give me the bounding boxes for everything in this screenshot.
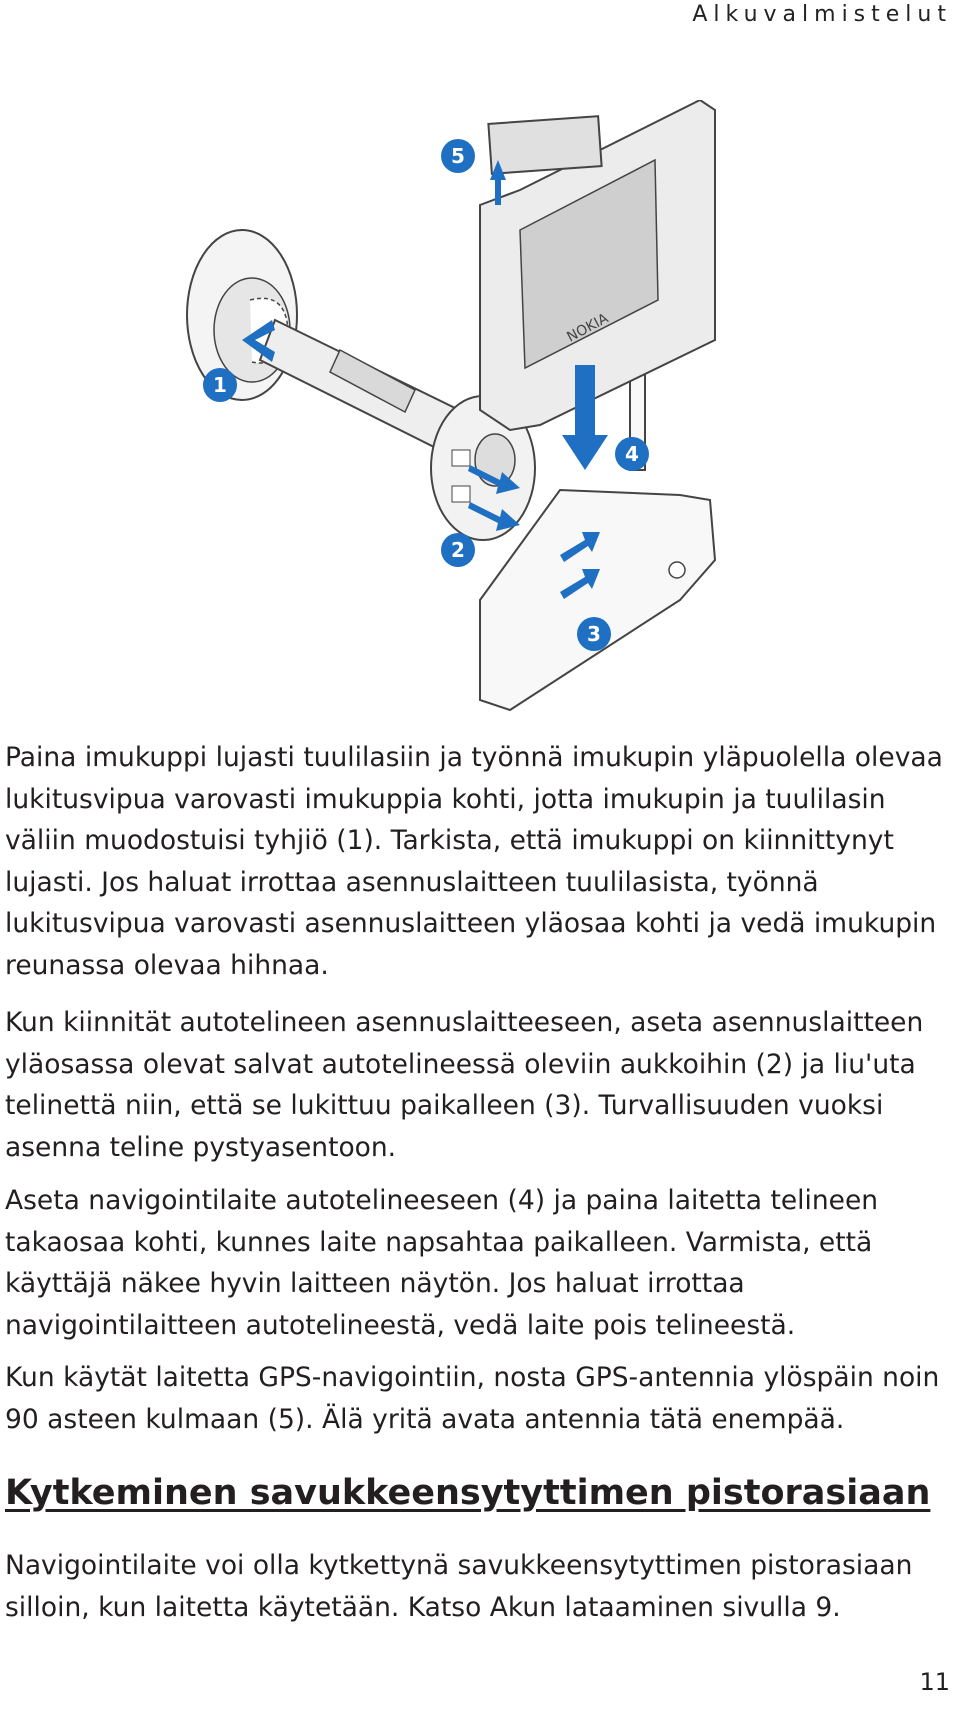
paragraph-gps-antenna: Kun käytät laitetta GPS-navigointiin, nosta GPS-antennia ylöspäin noin 90 asteen kulmaan (5). Älä yritä avata antennia tätä enempää. [5,1362,940,1435]
page-number: 11 [919,1668,950,1696]
navigation-device [480,100,715,430]
callout-4: 4 [625,442,639,466]
running-header: Alkuvalmistelut [692,2,952,27]
car-holder-illustration [180,100,780,720]
svg-text:NOKIA: NOKIA [564,310,612,346]
callout-2: 2 [451,538,465,562]
paragraph-attach-holder: Kun kiinnität autotelineen asennuslaitteeseen, aseta asennuslaitteen yläosassa olevat salvat autotelineessä oleviin aukkoihin (2) ja liu'uta telinettä niin, että se lukittuu paikalleen (3). Turvallisuuden vuoksi asenna teline pystyasentoon. [5,1007,924,1163]
suction-cup [187,230,297,400]
callout-5: 5 [451,144,465,168]
section-heading: Kytkeminen savukkeensytyttimen pistorasiaan [5,1473,931,1513]
paragraph-insert-device: Aseta navigointilaite autotelineeseen (4) ja paina laitetta telineen takaosaa kohti, kunnes laite napsahtaa paikalleen. Varmista, että käyttäjä näkee hyvin laitteen näytön. Jos haluat irrottaa navigointilaitteen autotelineestä, vedä laite pois telineestä. [5,1185,879,1341]
paragraph-suction-cup: Paina imukuppi lujasti tuulilasiin ja työnnä imukupin yläpuolella olevaa lukitusvipua varovasti imukuppia kohti, jotta imukupin ja tuulilasin väliin muodostuisi tyhjiö (1). Tarkista, että imukuppi on kiinnittynyt lujasti. Jos haluat irrottaa asennuslaitteen tuulilasista, työnnä lukitusvipua varovasti asennuslaitteen yläosaa kohti ja vedä imukupin reunassa olevaa hihnaa. [5,742,943,981]
callout-1: 1 [213,373,227,397]
paragraph-cigarette-lighter: Navigointilaite voi olla kytkettynä savukkeensytyttimen pistorasiaan silloin, kun laitetta käytetään. Katso Akun lataaminen sivulla 9. [5,1550,913,1623]
callout-3: 3 [587,622,601,646]
